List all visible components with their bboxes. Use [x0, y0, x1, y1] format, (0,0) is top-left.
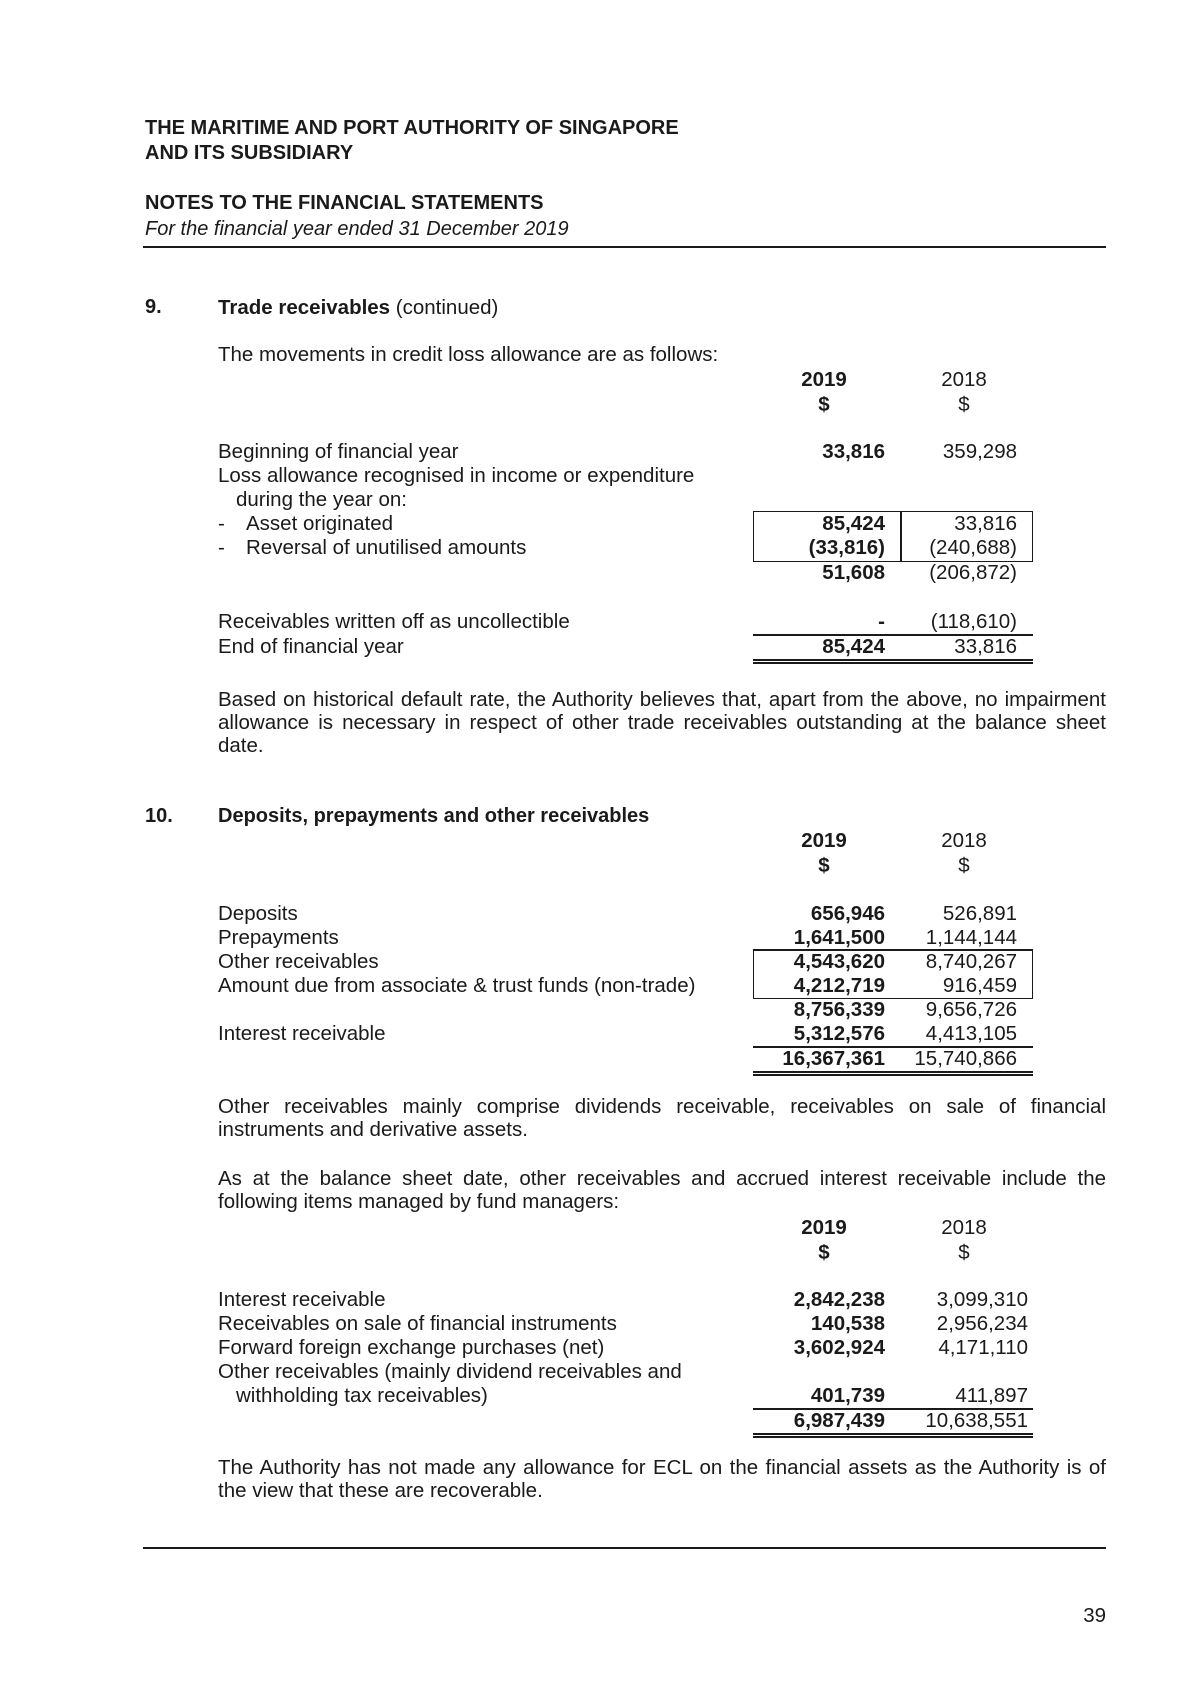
- note9-currency-2019: $: [818, 393, 830, 416]
- footer-divider: [143, 1547, 1106, 1549]
- note9-asset-label: Asset originated: [246, 512, 394, 535]
- fund-sale-2018: 2,956,234: [936, 1312, 1028, 1335]
- note10-receivables-box: [753, 949, 1033, 999]
- note10-deposits-2018: 526,891: [942, 902, 1017, 925]
- document-title: NOTES TO THE FINANCIAL STATEMENTS: [145, 192, 544, 214]
- fund-other-label: withholding tax receivables): [236, 1384, 488, 1407]
- fund-col-2019: 2019: [801, 1216, 847, 1239]
- note9-col-2018: 2018: [941, 368, 987, 391]
- note10-associate-2018: 916,459: [942, 974, 1017, 997]
- note9-total-rule-2: [753, 662, 1033, 664]
- note10-title: Deposits, prepayments and other receivables: [218, 805, 650, 827]
- note9-writtenoff-2018: (118,610): [930, 610, 1017, 633]
- note9-end-label: End of financial year: [218, 635, 404, 658]
- note10-other-2019: 4,543,620: [793, 950, 885, 973]
- note10-col-2019: 2019: [801, 829, 847, 852]
- note10-paragraph-2: As at the balance sheet date, other receivables and accrued interest receivable include the following items managed by fund managers:: [218, 1167, 1106, 1213]
- fund-other-line1: Other receivables (mainly dividend receivables and: [218, 1360, 682, 1383]
- note9-beginning-2018: 359,298: [942, 440, 1017, 463]
- note9-title: Trade receivables: [218, 296, 391, 319]
- fund-interest-2019: 2,842,238: [793, 1288, 885, 1311]
- note9-reversal-2019: (33,816): [808, 536, 885, 559]
- fund-forward-label: Forward foreign exchange purchases (net): [218, 1336, 605, 1359]
- note9-beginning-label: Beginning of financial year: [218, 440, 459, 463]
- fund-other-2019: 401,739: [810, 1384, 885, 1407]
- note10-deposits-2019: 656,946: [810, 902, 885, 925]
- note9-col-2019: 2019: [801, 368, 847, 391]
- note9-writtenoff-label: Receivables written off as uncollectible: [218, 610, 570, 633]
- note10-total-2018: 15,740,866: [914, 1047, 1017, 1070]
- fund-total-rule-1: [753, 1433, 1033, 1435]
- note10-associate-2019: 4,212,719: [793, 974, 885, 997]
- note10-total-rule-2: [753, 1074, 1033, 1076]
- note10-other-2018: 8,740,267: [925, 950, 1017, 973]
- note9-asset-2018: 33,816: [954, 512, 1017, 535]
- note9-reversal-bullet: -: [218, 536, 225, 559]
- note9-subtotal-2019: 51,608: [822, 561, 885, 584]
- note9-box-divider: [900, 511, 902, 561]
- fund-forward-2018: 4,171,110: [938, 1336, 1028, 1359]
- note10-total-2019: 16,367,361: [782, 1047, 885, 1070]
- fund-sale-label: Receivables on sale of financial instruments: [218, 1312, 617, 1335]
- note9-reversal-label: Reversal of unutilised amounts: [246, 536, 527, 559]
- note9-number: 9.: [145, 296, 162, 318]
- fund-currency-2018: $: [958, 1241, 970, 1264]
- note10-prepayments-2019: 1,641,500: [793, 926, 885, 949]
- fund-currency-2019: $: [818, 1241, 830, 1264]
- note10-subtotal-2018: 9,656,726: [925, 998, 1017, 1021]
- note9-intro: The movements in credit loss allowance are as follows:: [218, 343, 719, 366]
- note10-associate-label: Amount due from associate & trust funds (non-trade): [218, 974, 696, 997]
- note9-title-suffix: (continued): [395, 296, 499, 319]
- fund-total-2018: 10,638,551: [925, 1409, 1028, 1432]
- note9-total-rule-1: [753, 659, 1033, 661]
- org-name-line2: AND ITS SUBSIDIARY: [145, 142, 354, 164]
- note9-loss-line2: during the year on:: [236, 488, 407, 511]
- page-number: 39: [1083, 1604, 1106, 1627]
- note10-paragraph-1: Other receivables mainly comprise dividends receivable, receivables on sale of financial instruments and derivative assets.: [218, 1095, 1106, 1141]
- note9-heading: [218, 296, 498, 320]
- note9-closing-paragraph: Based on historical default rate, the Authority believes that, apart from the above, no impairment allowance is necessary in respect of other trade receivables outstanding at the balance sheet date.: [218, 688, 1106, 757]
- fund-interest-2018: 3,099,310: [936, 1288, 1028, 1311]
- note10-deposits-label: Deposits: [218, 902, 298, 925]
- fund-total-rule-2: [753, 1436, 1033, 1438]
- note10-prepayments-2018: 1,144,144: [925, 926, 1017, 949]
- fund-interest-label: Interest receivable: [218, 1288, 386, 1311]
- note9-currency-2018: $: [958, 393, 970, 416]
- fund-forward-2019: 3,602,924: [793, 1336, 885, 1359]
- note10-closing-paragraph: The Authority has not made any allowance for ECL on the financial assets as the Authority is of the view that these are recoverable.: [218, 1456, 1106, 1502]
- note10-currency-2019: $: [818, 854, 830, 877]
- note9-end-2018: 33,816: [954, 635, 1017, 658]
- note9-end-2019: 85,424: [822, 635, 885, 658]
- note9-reversal-2018: (240,688): [929, 536, 1017, 559]
- note9-beginning-2019: 33,816: [822, 440, 885, 463]
- note10-number: 10.: [145, 805, 173, 827]
- note10-interest-2018: 4,413,105: [925, 1022, 1017, 1045]
- note10-other-label: Other receivables: [218, 950, 379, 973]
- note9-subtotal-2018: (206,872): [929, 561, 1017, 584]
- note9-loss-line1: Loss allowance recognised in income or expenditure: [218, 464, 695, 487]
- note9-movement-box: [753, 511, 1033, 562]
- note10-interest-2019: 5,312,576: [793, 1022, 885, 1045]
- note10-subtotal-2019: 8,756,339: [793, 998, 885, 1021]
- header-divider: [143, 246, 1106, 248]
- note10-prepayments-label: Prepayments: [218, 926, 339, 949]
- note9-writtenoff-2019: -: [878, 610, 885, 633]
- note10-col-2018: 2018: [941, 829, 987, 852]
- fund-col-2018: 2018: [941, 1216, 987, 1239]
- note10-currency-2018: $: [958, 854, 970, 877]
- org-name-line1: THE MARITIME AND PORT AUTHORITY OF SINGAPORE: [145, 117, 679, 139]
- fund-sale-2019: 140,538: [810, 1312, 885, 1335]
- note10-interest-label: Interest receivable: [218, 1022, 386, 1045]
- note9-asset-2019: 85,424: [822, 512, 885, 535]
- note9-asset-bullet: -: [218, 512, 225, 535]
- fund-total-2019: 6,987,439: [793, 1409, 885, 1432]
- document-subtitle: For the financial year ended 31 December 2019: [145, 218, 569, 240]
- fund-other-2018: 411,897: [955, 1384, 1028, 1407]
- note10-total-rule-1: [753, 1071, 1033, 1073]
